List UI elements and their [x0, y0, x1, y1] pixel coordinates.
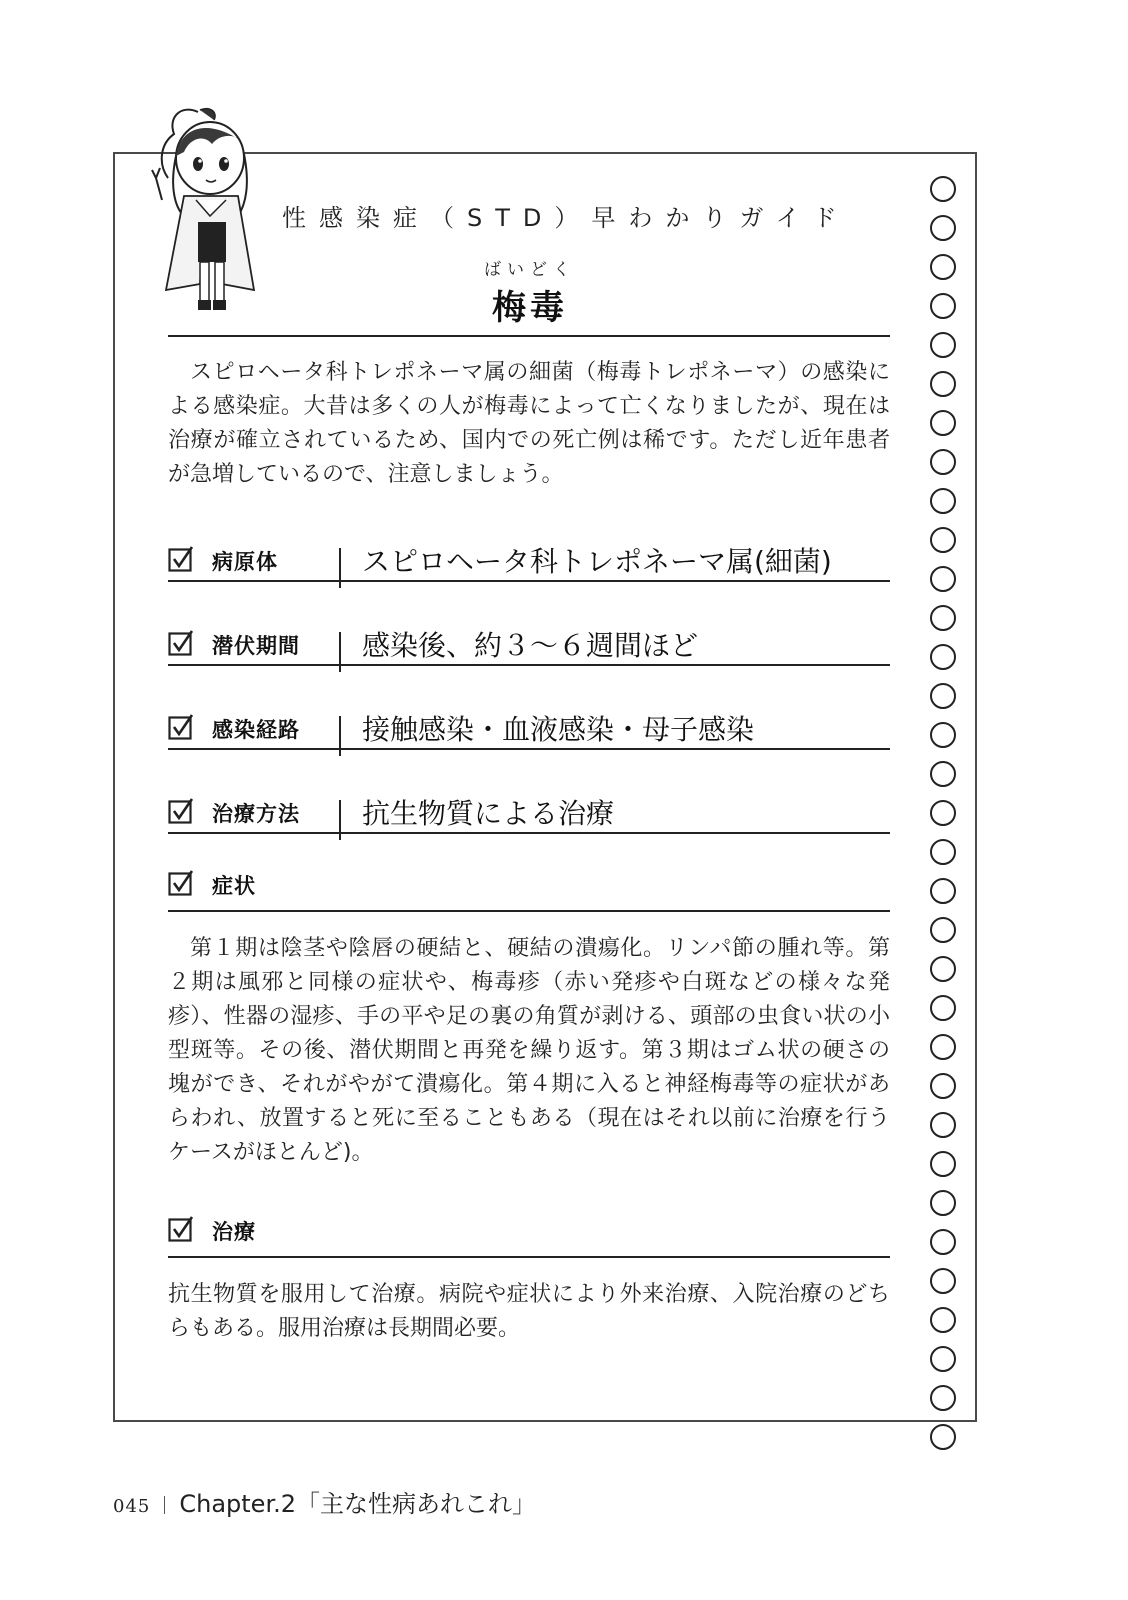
guide-title: 性感染症（STD）早わかりガイド: [282, 204, 850, 232]
fact-divider: [168, 664, 890, 666]
fact-divider: [168, 580, 890, 582]
binder-hole-icon: [930, 761, 956, 787]
mascot-illustration: [140, 104, 270, 322]
binder-hole-icon: [930, 332, 956, 358]
binder-hole-icon: [930, 1385, 956, 1411]
fact-separator: [339, 548, 341, 588]
binder-hole-icon: [930, 1268, 956, 1294]
fact-row: [168, 540, 890, 584]
fact-label: 潜伏期間: [212, 634, 300, 658]
binder-hole-icon: [930, 410, 956, 436]
fact-row: [168, 792, 890, 836]
binder-hole-icon: [930, 1424, 956, 1450]
checkbox-checked-icon: [168, 1216, 194, 1242]
binder-holes: [930, 176, 960, 1450]
binder-hole-icon: [930, 683, 956, 709]
checkbox-checked-icon: [168, 714, 194, 740]
binder-hole-icon: [930, 1112, 956, 1138]
fact-row: [168, 708, 890, 752]
binder-hole-icon: [930, 605, 956, 631]
binder-hole-icon: [930, 995, 956, 1021]
page-footer: [113, 1484, 536, 1519]
binder-hole-icon: [930, 1151, 956, 1177]
fact-value: スピロヘータ科トレポネーマ属(細菌): [362, 545, 832, 578]
chapter-title: Chapter.2「主な性病あれこれ」: [179, 1490, 537, 1518]
fact-separator: [339, 716, 341, 756]
fact-label: 治療方法: [212, 802, 300, 826]
symptoms-divider: [168, 910, 890, 912]
binder-hole-icon: [930, 878, 956, 904]
fact-separator: [339, 800, 341, 840]
binder-hole-icon: [930, 1229, 956, 1255]
binder-hole-icon: [930, 215, 956, 241]
binder-hole-icon: [930, 566, 956, 592]
fact-label: 病原体: [212, 550, 278, 574]
binder-hole-icon: [930, 956, 956, 982]
binder-hole-icon: [930, 1073, 956, 1099]
checkbox-checked-icon: [168, 870, 194, 896]
symptoms-heading: [168, 864, 568, 904]
title-divider: [168, 335, 890, 337]
fact-divider: [168, 748, 890, 750]
checkbox-checked-icon: [168, 798, 194, 824]
binder-hole-icon: [930, 644, 956, 670]
binder-hole-icon: [930, 1034, 956, 1060]
footer-separator: [164, 1496, 165, 1514]
treatment-heading: [168, 1210, 568, 1250]
treatment-label: 治療: [212, 1220, 256, 1244]
binder-hole-icon: [930, 176, 956, 202]
symptoms-text: 第１期は陰茎や陰唇の硬結と、硬結の潰瘍化。リンパ節の腫れ等。第２期は風邪と同様の症状や、梅毒疹（赤い発疹や白斑などの様々な発疹）、性器の湿疹、手の平や足の裏の角質が剥ける、頭部の虫食い状の小型斑等。その後、潜伏期間と再発を繰り返す。第３期はゴム状の硬さの塊ができ、それがやがて潰瘍化。第４期に入ると神経梅毒等の症状があらわれ、放置すると死に至ることもある（現在はそれ以前に治療を行うケースがほとんど)。: [168, 936, 890, 1165]
binder-hole-icon: [930, 254, 956, 280]
intro-paragraph: スピロヘータ科トレポネーマ属の細菌（梅毒トレポネーマ）の感染による感染症。大昔は多くの人が梅毒によって亡くなりましたが、現在は治療が確立されているため、国内での死亡例は稀です。ただし近年患者が急増しているので、注意しましょう。: [168, 360, 890, 487]
treatment-divider: [168, 1256, 890, 1258]
fact-value: 接触感染・血液感染・母子感染: [362, 713, 755, 746]
binder-hole-icon: [930, 1190, 956, 1216]
binder-hole-icon: [930, 371, 956, 397]
symptoms-label: 症状: [212, 874, 256, 898]
disease-ruby: ばいどく: [484, 260, 576, 280]
binder-hole-icon: [930, 449, 956, 475]
fact-label: 感染経路: [212, 718, 300, 742]
fact-divider: [168, 832, 890, 834]
binder-hole-icon: [930, 800, 956, 826]
checkbox-checked-icon: [168, 546, 194, 572]
fact-separator: [339, 632, 341, 672]
fact-value: 抗生物質による治療: [362, 797, 615, 830]
disease-title: 梅毒: [492, 288, 568, 328]
binder-hole-icon: [930, 1346, 956, 1372]
page-number: 045: [113, 1496, 151, 1517]
binder-hole-icon: [930, 293, 956, 319]
binder-hole-icon: [930, 488, 956, 514]
fact-row: [168, 624, 890, 668]
checkbox-checked-icon: [168, 630, 194, 656]
binder-hole-icon: [930, 722, 956, 748]
binder-hole-icon: [930, 1307, 956, 1333]
binder-hole-icon: [930, 527, 956, 553]
binder-hole-icon: [930, 839, 956, 865]
fact-value: 感染後、約３〜６週間ほど: [362, 629, 699, 662]
treatment-text: 抗生物質を服用して治療。病院や症状により外来治療、入院治療のどちらもある。服用治療は長期間必要。: [168, 1282, 890, 1341]
binder-hole-icon: [930, 917, 956, 943]
